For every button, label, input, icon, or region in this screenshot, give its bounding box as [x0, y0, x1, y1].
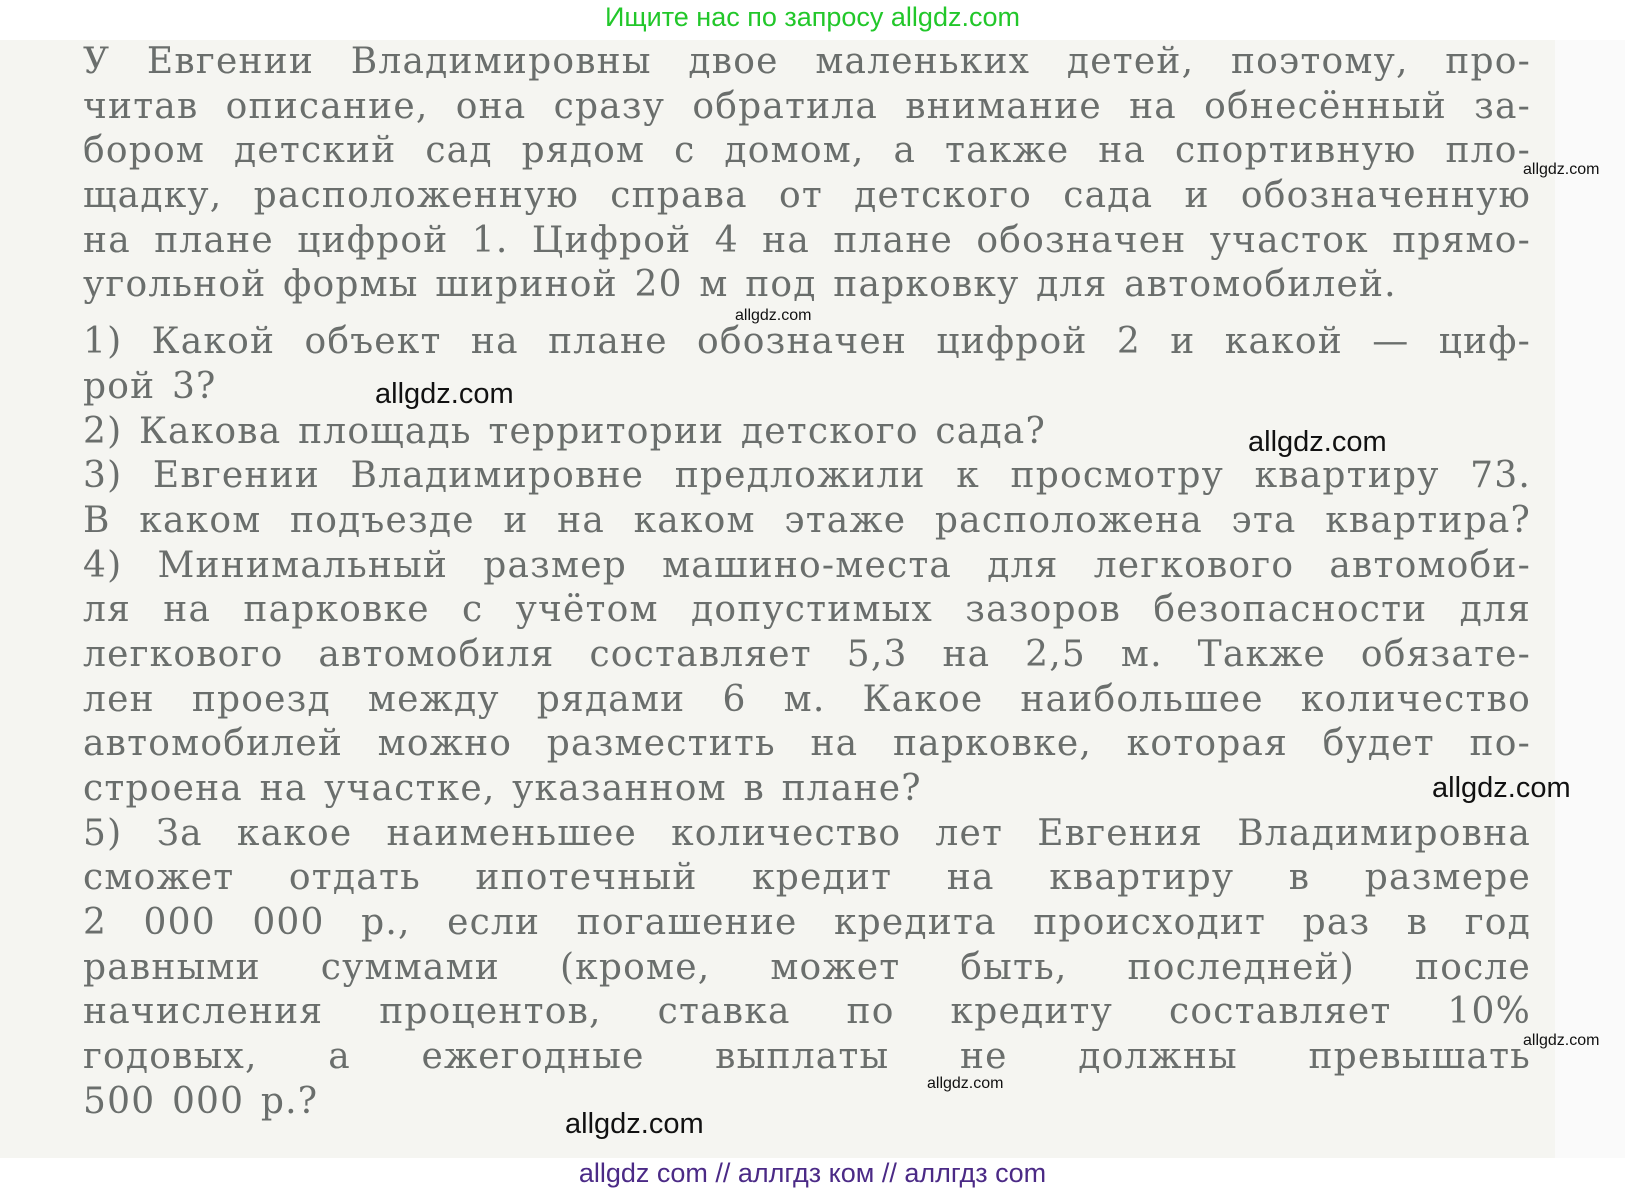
question-line: 500 000 р.?	[83, 1080, 319, 1122]
question-line: ля на парковке с учётом допустимых зазоров безопасности для	[83, 589, 1531, 631]
text-line: щадку, расположенную справа от детского сада и обозначенную	[83, 175, 1531, 217]
question-line: годовых, а ежегодные выплаты не должны превышать	[83, 1036, 1531, 1078]
question-line: легкового автомобиля составляет 5,3 на 2,5 м. Также обязате-	[83, 633, 1531, 675]
text-line: У Евгении Владимировны двое маленьких детей, поэтому, про-	[83, 41, 1531, 82]
question-line: 5) За какое наименьшее количество лет Евгения Владимировна	[83, 812, 1531, 854]
question-line: рой 3?	[83, 365, 217, 407]
question-line: сможет отдать ипотечный кредит на квартиру в размере	[83, 857, 1531, 899]
watermark: allgdz.com	[1248, 426, 1387, 458]
question-line: 3) Евгении Владимировне предложили к просмотру квартиру 73.	[83, 455, 1531, 497]
question-line: начисления процентов, ставка по кредиту составляет 10%	[83, 991, 1531, 1033]
text-line: бором детский сад рядом с домом, а также на спортивную пло-	[83, 130, 1531, 172]
watermark: allgdz.com	[1432, 772, 1571, 804]
question-line: автомобилей можно разместить на парковке, которая будет по-	[83, 723, 1531, 765]
problem-text	[83, 40, 1531, 1125]
question-line: строена на участке, указанном в плане?	[83, 768, 922, 809]
top-banner: Ищите нас по запросу allgdz.com	[605, 2, 1020, 32]
question-line: 4) Минимальный размер машино-места для легкового автомоби-	[83, 544, 1531, 586]
question-line: равными суммами (кроме, может быть, последней) после	[83, 946, 1531, 988]
watermark: allgdz.com	[375, 378, 514, 410]
watermark: allgdz.com	[1523, 161, 1600, 178]
text-line: угольной формы шириной 20 м под парковку для автомобилей.	[83, 264, 1397, 306]
watermark: allgdz.com	[735, 307, 812, 324]
text-line: читав описание, она сразу обратила внимание на обнесённый за-	[83, 85, 1531, 127]
footer-watermark: allgdz com // аллгдз ком // аллгдз com	[0, 1158, 1625, 1195]
page-edge	[1555, 40, 1625, 1158]
question-line: В каком подъезде и на каком этаже расположена эта квартира?	[83, 499, 1531, 541]
text-line: на плане цифрой 1. Цифрой 4 на плане обозначен участок прямо-	[83, 219, 1531, 261]
question-line: 1) Какой объект на плане обозначен цифрой 2 и какой — циф-	[83, 321, 1531, 363]
watermark: allgdz.com	[565, 1108, 704, 1140]
question-line: лен проезд между рядами 6 м. Какое наибольшее количество	[83, 678, 1531, 720]
question-line: 2) Какова площадь территории детского сада?	[83, 410, 1046, 452]
question-line: 2 000 000 р., если погашение кредита происходит раз в год	[83, 902, 1531, 944]
watermark: allgdz.com	[1523, 1032, 1600, 1049]
intro-paragraph	[83, 40, 1531, 308]
watermark: allgdz.com	[927, 1075, 1004, 1092]
